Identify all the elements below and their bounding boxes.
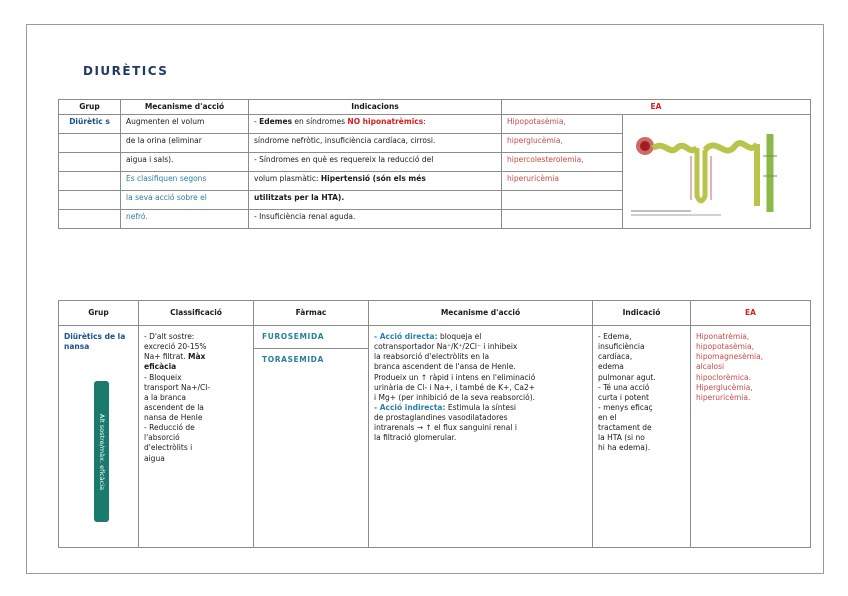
nephron-diagram-icon [625, 126, 801, 218]
ea-cell: Hiponatrèmia, hipopotasèmia, hipomagnesèmia, alcalosi hipoclorèmica. Hiperglucèmia, hiperuricèmia. [691, 326, 811, 548]
diuretics-overview-table [58, 99, 811, 229]
mecanisme-line: la seva acció sobre el [121, 191, 249, 210]
page-title: DIURÈTICS [83, 64, 169, 78]
farmac-torasemida: TORASEMIDA [262, 355, 324, 365]
indicacio-line: síndrome nefròtic, insuficiència cardíaca, cirrosi. [249, 134, 502, 153]
mecanisme-line: nefró. [121, 210, 249, 229]
mecanisme-line: Es clasifiquen segons [121, 172, 249, 191]
mecanisme-line: Augmenten el volum [121, 115, 249, 134]
badge-label: Alt sostre/màx. eficàcia [97, 413, 106, 490]
table-row [59, 326, 811, 548]
high-ceiling-badge [94, 381, 109, 522]
mecanisme-line: de la orina (eliminar [121, 134, 249, 153]
grup-cell: Diürètics de la nansa [59, 326, 139, 548]
indicacio-line: - Síndromes en què es requereix la reducció del [249, 153, 502, 172]
table-header-row [59, 100, 811, 115]
ea-line: hipercolesterolemia, [502, 153, 623, 172]
ea-line: hiperuricèmia [502, 172, 623, 191]
header-indicacions: Indicacions [249, 100, 502, 115]
header-grup: Grup [59, 100, 121, 115]
grup-cell: Diürètic s [59, 115, 121, 134]
indicacio-line: utilitzats per la HTA). [249, 191, 502, 210]
header-mecanisme: Mecanisme d'acció [369, 301, 593, 326]
classificacio-cell: - D'alt sostre: excreció 20-15% Na+ filtrat. Màx eficàcia - Bloqueix transport Na+/Cl- a la branca ascendent de la nansa de Henle - Reducció de l'absorció d'electròlits i aigua [139, 326, 254, 548]
ea-line: Hipopotasèmia, [502, 115, 623, 134]
header-ea: EA [502, 100, 811, 115]
header-ea: EA [691, 301, 811, 326]
ea-line: hiperglucèmia, [502, 134, 623, 153]
farmac-furosemida: FUROSEMIDA [254, 326, 368, 349]
nephron-illustration [623, 115, 811, 229]
indicacio-line: volum plasmàtic: Hipertensió (són els més [249, 172, 502, 191]
mecanisme-cell: - Acció directa: bloqueja el cotransportador Na⁺/K⁺/2Cl⁻ i inhibeix la reabsorció d'electròlits en la branca ascendent de l'ansa de Henle. Produeix un ↑ ràpid i intens en l'eliminació urinària de Cl- i Na+, i també de K+, Ca2+ i Mg+ (per inhibició de la seva reabsorció). - Acció indirecta: Estimula la síntesi de prostaglandines vasodilatadores intrarenals → ↑ el flux sanguini renal i la filtració glomerular. [369, 326, 593, 548]
indicacio-cell: - Edema, insuficiència cardíaca, edema pulmonar agut. - Té una acció curta i potent - menys eficaç en el tractament de la HTA (si no hi ha edema). [593, 326, 691, 548]
farmac-cell [254, 326, 369, 548]
header-mecanisme: Mecanisme d'acció [121, 100, 249, 115]
header-classificacio: Classificació [139, 301, 254, 326]
header-indicacio: Indicació [593, 301, 691, 326]
table-header-row [59, 301, 811, 326]
table-row [59, 115, 811, 134]
header-farmac: Fàrmac [254, 301, 369, 326]
header-grup: Grup [59, 301, 139, 326]
loop-diuretics-table [58, 300, 811, 548]
mecanisme-line: aigua i sals). [121, 153, 249, 172]
indicacio-line: - Edemes en síndromes NO hiponatrèmics: [249, 115, 502, 134]
indicacio-line: - Insuficiència renal aguda. [249, 210, 502, 229]
